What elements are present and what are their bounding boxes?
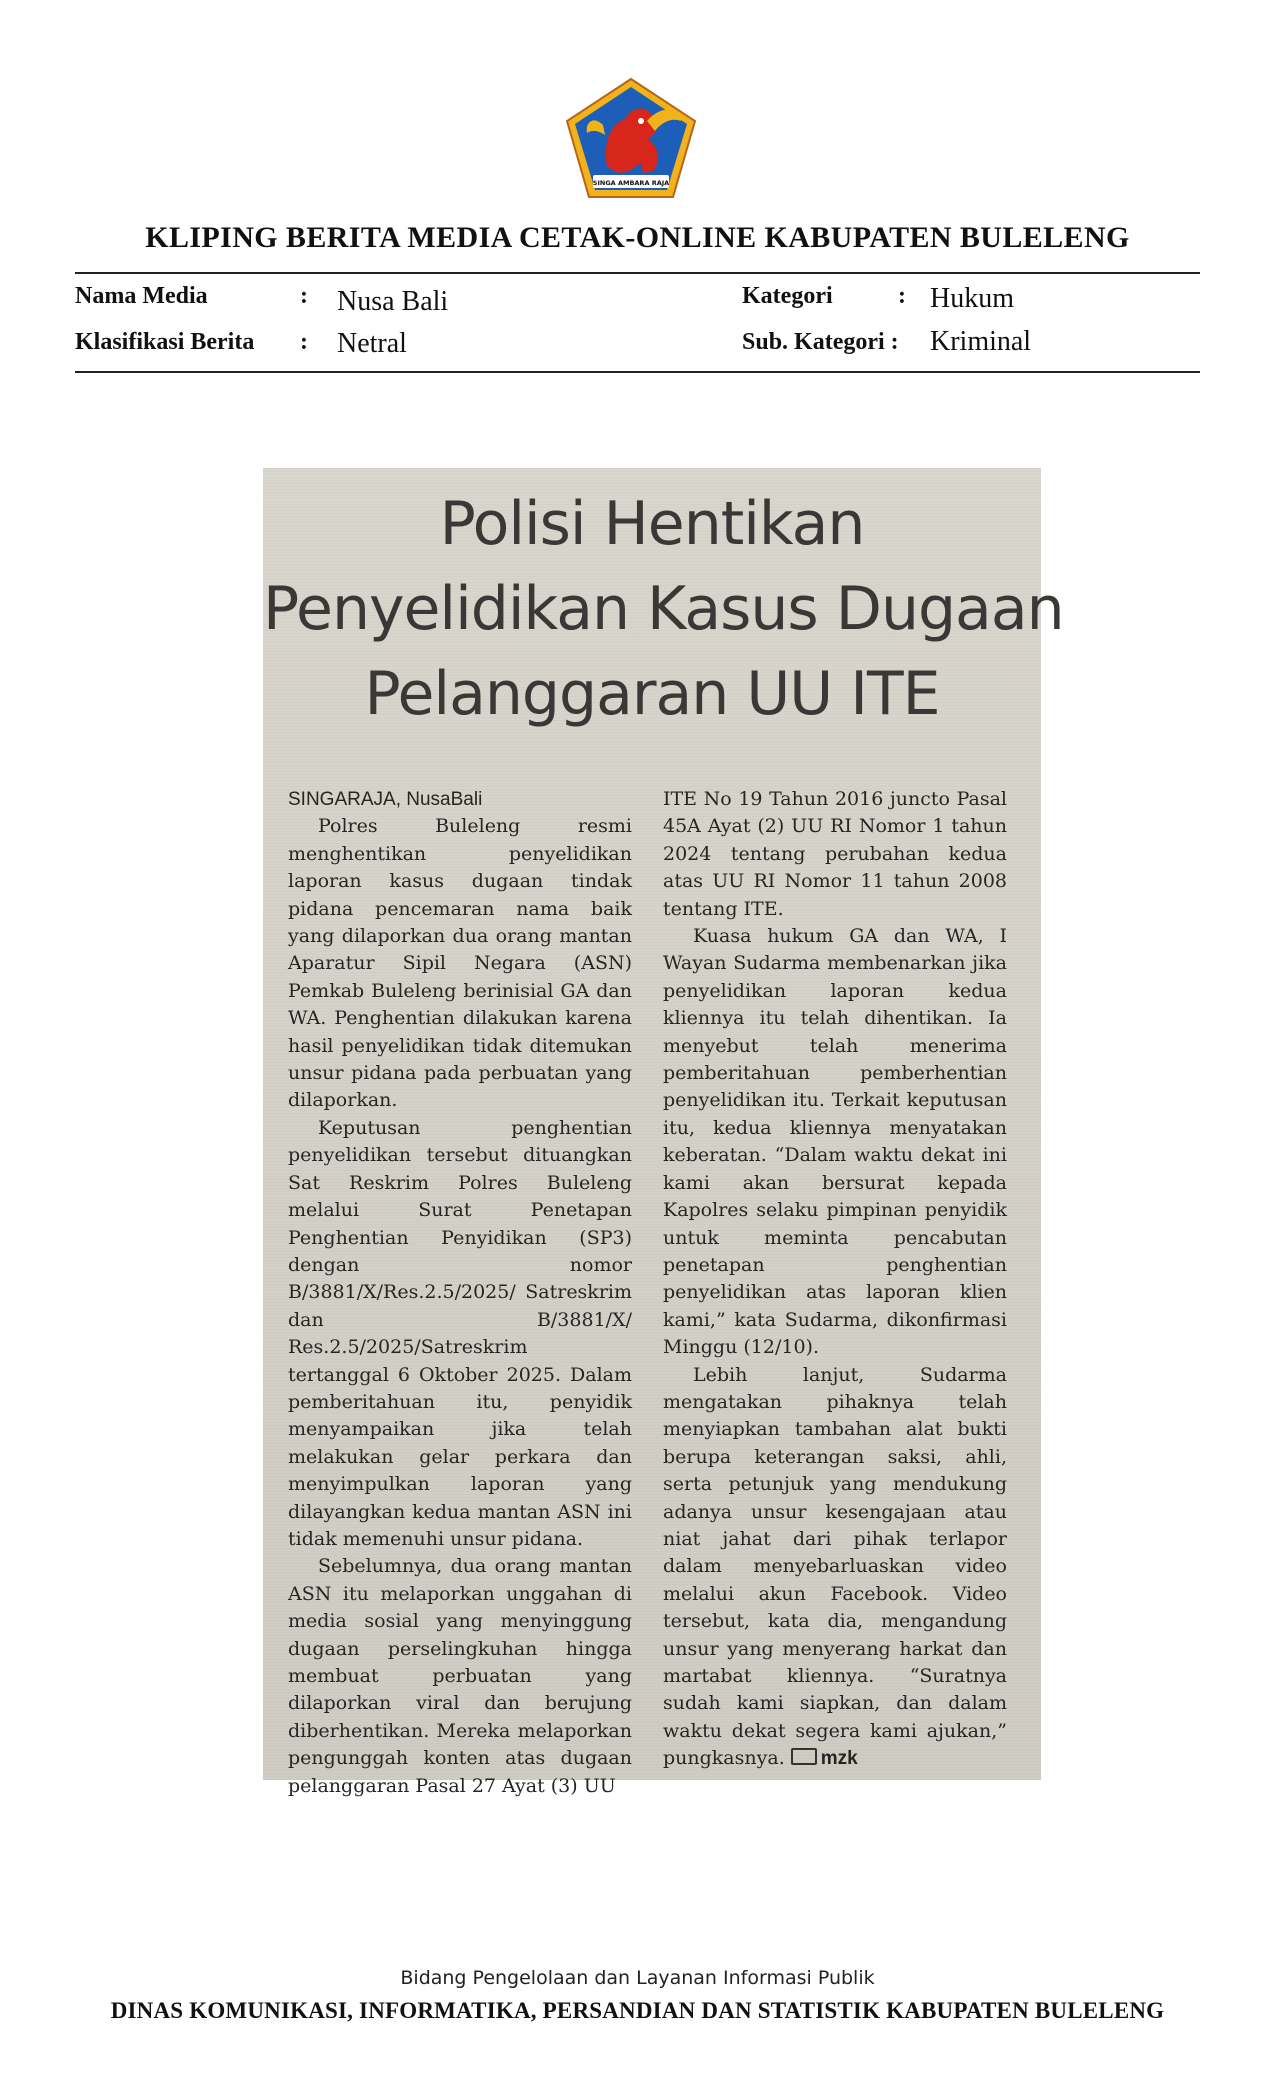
header-divider-bottom — [75, 371, 1200, 373]
footer-office: DINAS KOMUNIKASI, INFORMATIKA, PERSANDIAN DAN STATISTIK KABUPATEN BULELENG — [110, 1998, 1165, 2023]
page-title: KLIPING BERITA MEDIA CETAK-ONLINE KABUPATEN BULELENG — [145, 221, 1130, 254]
headline-line-2: Penyelidikan Kasus Dugaan — [263, 574, 1064, 644]
header-divider-top — [75, 272, 1200, 274]
nama-media-label: Nama Media — [75, 283, 208, 309]
buleleng-regency-logo — [563, 75, 699, 201]
nama-media-colon: : — [300, 283, 308, 309]
article-paragraph: ITE No 19 Tahun 2016 juncto Pasal 45A Ayat (2) UU RI Nomor 1 tahun 2024 tentang perubahan kedua atas UU RI Nomor 11 tahun 2008 tentang ITE. — [663, 788, 1007, 920]
klasifikasi-berita-colon: : — [300, 329, 308, 355]
tablet-icon — [791, 1748, 817, 1765]
author-signature: mzk — [820, 1748, 858, 1770]
klasifikasi-berita-value: Netral — [337, 328, 407, 359]
newspaper-clipping — [263, 468, 1064, 1797]
kategori-value: Hukum — [930, 283, 1014, 314]
headline-line-1: Polisi Hentikan — [439, 489, 865, 559]
kategori-colon: : — [898, 283, 906, 309]
article-paragraph: Keputusan penghentian penyelidikan tersebut dituangkan Sat Reskrim Polres Buleleng melalui Surat Penetapan Penghentian Penyidikan (SP3) dengan nomor B/3881/X/Res.2.5/2025/ Satreskrim dan B/3881/X/ Res.2.5/2025/Satreskrim tertanggal 6 Oktober 2025. Dalam pemberitahuan itu, penyidik menyampaikan jika telah melakukan gelar perkara dan menyimpulkan laporan yang dilayangkan kedua mantan ASN ini tidak memenuhi unsur pidana. — [288, 1116, 632, 1550]
kategori-label: Kategori — [742, 283, 833, 309]
article-dateline: SINGARAJA, NusaBali — [288, 789, 483, 810]
logo-motto: SINGA AMBARA RAJA — [592, 179, 670, 187]
sub-kategori-value: Kriminal — [930, 326, 1032, 357]
headline-line-3: Pelanggaran UU ITE — [364, 659, 940, 729]
article-paragraph-text: Lebih lanjut, Sudarma mengatakan pihaknya telah menyiapkan tambahan alat bukti berupa keterangan saksi, ahli, serta petunjuk yang mendukung adanya unsur kesengajaan atau niat jahat dari pihak terlapor dalam menyebarluaskan video melalui akun Facebook. Video tersebut, kata dia, mengandung unsur yang menyerang harkat dan martabat kliennya. “Suratnya sudah kami siapkan, dan dalam waktu dekat segera kami ajukan,” pungkasnya. — [663, 1363, 1007, 1770]
footer-unit: Bidang Pengelolaan dan Layanan Informasi Publik — [400, 1967, 875, 1989]
article-paragraph: Kuasa hukum GA dan WA, I Wayan Sudarma membenarkan jika penyelidikan laporan kedua kliennya itu telah dihentikan. Ia menyebut telah menerima pemberitahuan pemberhentian penyelidikan itu. Terkait keputusan itu, kedua kliennya menyatakan keberatan. “Dalam waktu dekat ini kami akan bersurat kepada Kapolres selaku pimpinan penyidik untuk meminta pencabutan penetapan penghentian penyelidikan atas laporan klien kami,” kata Sudarma, dikonfirmasi Minggu (12/10). — [663, 925, 1007, 1359]
sub-kategori-label: Sub. Kategori : — [742, 329, 899, 355]
article-paragraph: Polres Buleleng resmi menghentikan penyelidikan laporan kasus dugaan tindak pidana pencemaran nama baik yang dilaporkan dua orang mantan Aparatur Sipil Negara (ASN) Pemkab Buleleng berinisial GA dan WA. Penghentian dilakukan karena hasil penyelidikan tidak ditemukan unsur pidana pada perbuatan yang dilaporkan. — [288, 815, 632, 1112]
article-column-right — [663, 786, 1007, 1773]
nama-media-value: Nusa Bali — [337, 286, 449, 317]
article-column-left — [288, 786, 632, 1800]
article-paragraph — [663, 1362, 1007, 1773]
klasifikasi-berita-label: Klasifikasi Berita — [75, 329, 255, 355]
article-paragraph: Sebelumnya, dua orang mantan ASN itu melaporkan unggahan di media sosial yang menyinggung dugaan perselingkuhan hingga membuat perbuatan yang dilaporkan viral dan berujung diberhentikan. Mereka melaporkan pengunggah konten atas dugaan pelanggaran Pasal 27 Ayat (3) UU — [288, 1555, 632, 1797]
article-headline — [263, 482, 1064, 737]
